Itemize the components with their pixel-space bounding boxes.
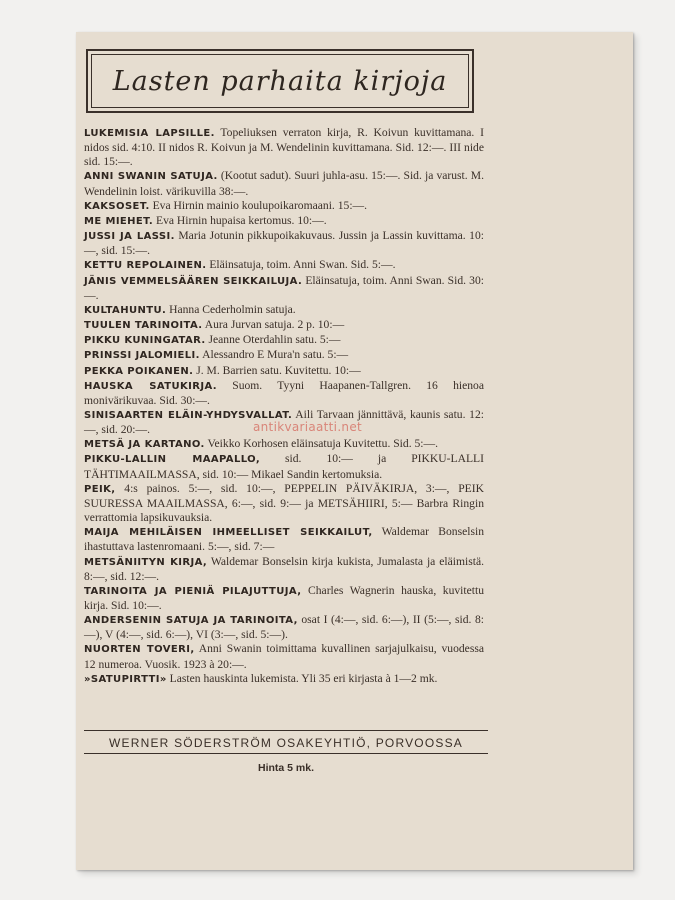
list-item xyxy=(84,318,484,333)
book-description: Jeanne Oterdahlin satu. 5:— xyxy=(208,333,341,347)
list-item xyxy=(84,613,484,642)
book-description: Lasten hauskinta lukemista. Yli 35 eri kirjasta à 1—2 mk. xyxy=(169,671,438,685)
book-title: MAIJA MEHILÄISEN IHMEELLISET SEIKKAILUT, xyxy=(84,527,373,539)
list-item xyxy=(84,348,484,363)
book-description: 4:s painos. 5:—, sid. 10:—, PEPPELIN PÄIVÄKIRJA, 3:—, PEIK SUURESSA MAAILMASSA, 6:—, sid. 9:— ja METSÄHIIRI, 5:— Barbra Ringin verrattomia lapsikuvauksia. xyxy=(84,481,485,525)
list-item xyxy=(84,672,484,687)
book-description: Alessandro E Mura'n satu. 5:— xyxy=(202,348,349,362)
book-description: Eva Hirnin hupaisa kertomus. 10:—. xyxy=(155,213,327,227)
book-description: Suom. Tyyni Haapanen-Tallgren. 16 hienoa monivärikuvaa. Sid. 30:—. xyxy=(84,378,484,407)
list-item xyxy=(84,452,484,481)
list-item xyxy=(84,525,484,554)
book-description: Eläinsatuja, toim. Anni Swan. Sid. 5:—. xyxy=(209,258,396,272)
page-title: Lasten parhaita kirjoja xyxy=(91,54,469,108)
book-title: KAKSOSET. xyxy=(84,200,150,212)
book-title: ME MIEHET. xyxy=(84,215,154,227)
book-description: Aili Tarvaan jännittävä, kaunis satu. 12:—, sid. 20:—. xyxy=(84,407,484,437)
list-item xyxy=(84,584,484,613)
list-item xyxy=(84,333,484,348)
book-description: Eläinsatuja, toim. Anni Swan. Sid. 30:—. xyxy=(84,273,484,302)
book-list xyxy=(84,126,484,687)
list-item xyxy=(84,126,484,169)
list-item xyxy=(84,274,484,303)
bottom-divider xyxy=(84,753,488,754)
book-title: JÄNIS VEMMELSÄÄREN SEIKKAILUJA. xyxy=(84,275,303,287)
book-description: Maria Jotunin pikkupoikakuvaus. Jussin ja Lassin kuvittama. 10:—, sid. 15:—. xyxy=(84,229,484,258)
book-title: PIKKU-LALLIN MAAPALLO, xyxy=(84,454,261,466)
book-title: »SATUPIRTTI» xyxy=(84,673,167,685)
list-item xyxy=(84,169,484,198)
book-title: PEKKA POIKANEN. xyxy=(84,365,194,377)
list-item xyxy=(84,482,484,525)
book-description: Waldemar Bonselsin kirja kukista, Jumalasta ja eläimistä. 8:—, sid. 12:—. xyxy=(84,554,484,583)
list-item xyxy=(84,258,484,273)
book-description: (Kootut sadut). Suuri juhla-asu. 15:—. Sid. ja varust. M. Wendelinin loist. värikuvilla 38:—. xyxy=(84,169,484,198)
book-title: METSÄNIITYN KIRJA, xyxy=(84,556,208,568)
book-title: ANNI SWANIN SATUJA. xyxy=(84,171,218,183)
list-item xyxy=(84,199,484,214)
book-title: PRINSSI JALOMIELI. xyxy=(84,350,200,362)
list-item xyxy=(84,214,484,229)
book-description: Topeliuksen verraton kirja, R. Koivun kuvittamana. I nidos sid. 4:10. II nidos R. Koivun ja M. Wendelinin kuvittamana. Sid. 12:—. III nide sid. 15:—. xyxy=(84,126,484,169)
book-title: SINISAARTEN ELÄIN-YHDYSVALLAT. xyxy=(84,409,293,421)
book-title: KETTU REPOLAINEN. xyxy=(84,260,207,272)
book-description: osat I (4:—, sid. 6:—), II (5:—, sid. 8:—), V (4:—, sid. 6:—), VI (3:—, sid. 5:—). xyxy=(84,613,484,642)
book-title: METSÄ JA KARTANO. xyxy=(84,439,205,451)
watermark: antikvariaatti.net xyxy=(253,420,363,434)
book-title: LUKEMISIA LAPSILLE. xyxy=(84,128,215,139)
list-item xyxy=(84,303,484,318)
book-description: Anni Swanin toimittama kuvallinen sarjajulkaisu, vuodessa 12 numeroa. Vuosik. 1923 à 20:—. xyxy=(84,642,484,671)
book-title: PEIK, xyxy=(84,483,116,495)
book-title: JUSSI JA LASSI. xyxy=(84,231,175,243)
book-description: sid. 10:— ja PIKKU-LALLI TÄHTIMAAILMASSA, sid. 10:— Mikael Sandin kertomuksia. xyxy=(84,452,484,481)
book-title: TUULEN TARINOITA. xyxy=(84,320,203,332)
book-description: Charles Wagnerin hauska, kuvitettu kirja. Sid. 10:—. xyxy=(84,583,485,612)
book-description: J. M. Barrien satu. Kuvitettu. 10:— xyxy=(196,363,361,377)
book-description: Veikko Korhosen eläinsatuja Kuvitettu. Sid. 5:—. xyxy=(207,437,439,451)
book-title: HAUSKA SATUKIRJA. xyxy=(84,380,217,392)
list-item xyxy=(84,555,484,584)
book-description: Hanna Cederholmin satuja. xyxy=(169,302,296,316)
publisher-line: WERNER SÖDERSTRÖM OSAKEYHTIÖ, PORVOOSSA xyxy=(109,736,463,750)
list-item xyxy=(84,437,484,452)
book-title: ANDERSENIN SATUJA JA TARINOITA, xyxy=(84,615,298,627)
title-frame xyxy=(86,49,474,113)
book-description: Aura Jurvan satuja. 2 p. 10:— xyxy=(204,318,345,332)
price-label: Hinta 5 mk. xyxy=(257,762,315,774)
book-title: TARINOITA JA PIENIÄ PILAJUTTUJA, xyxy=(84,585,302,597)
top-divider xyxy=(84,730,488,731)
book-description: Eva Hirnin mainio koulupoikaromaani. 15:—. xyxy=(152,198,368,212)
list-item xyxy=(84,642,484,671)
book-title: NUORTEN TOVERI, xyxy=(84,644,195,656)
list-item xyxy=(84,379,484,408)
list-item xyxy=(84,364,484,379)
book-description: Waldemar Bonselsin ihastuttava lastenromaani. 5:—, sid. 7:— xyxy=(84,525,484,554)
list-item xyxy=(84,229,484,258)
book-title: KULTAHUNTU. xyxy=(84,304,167,316)
book-title: PIKKU KUNINGATAR. xyxy=(84,335,206,347)
